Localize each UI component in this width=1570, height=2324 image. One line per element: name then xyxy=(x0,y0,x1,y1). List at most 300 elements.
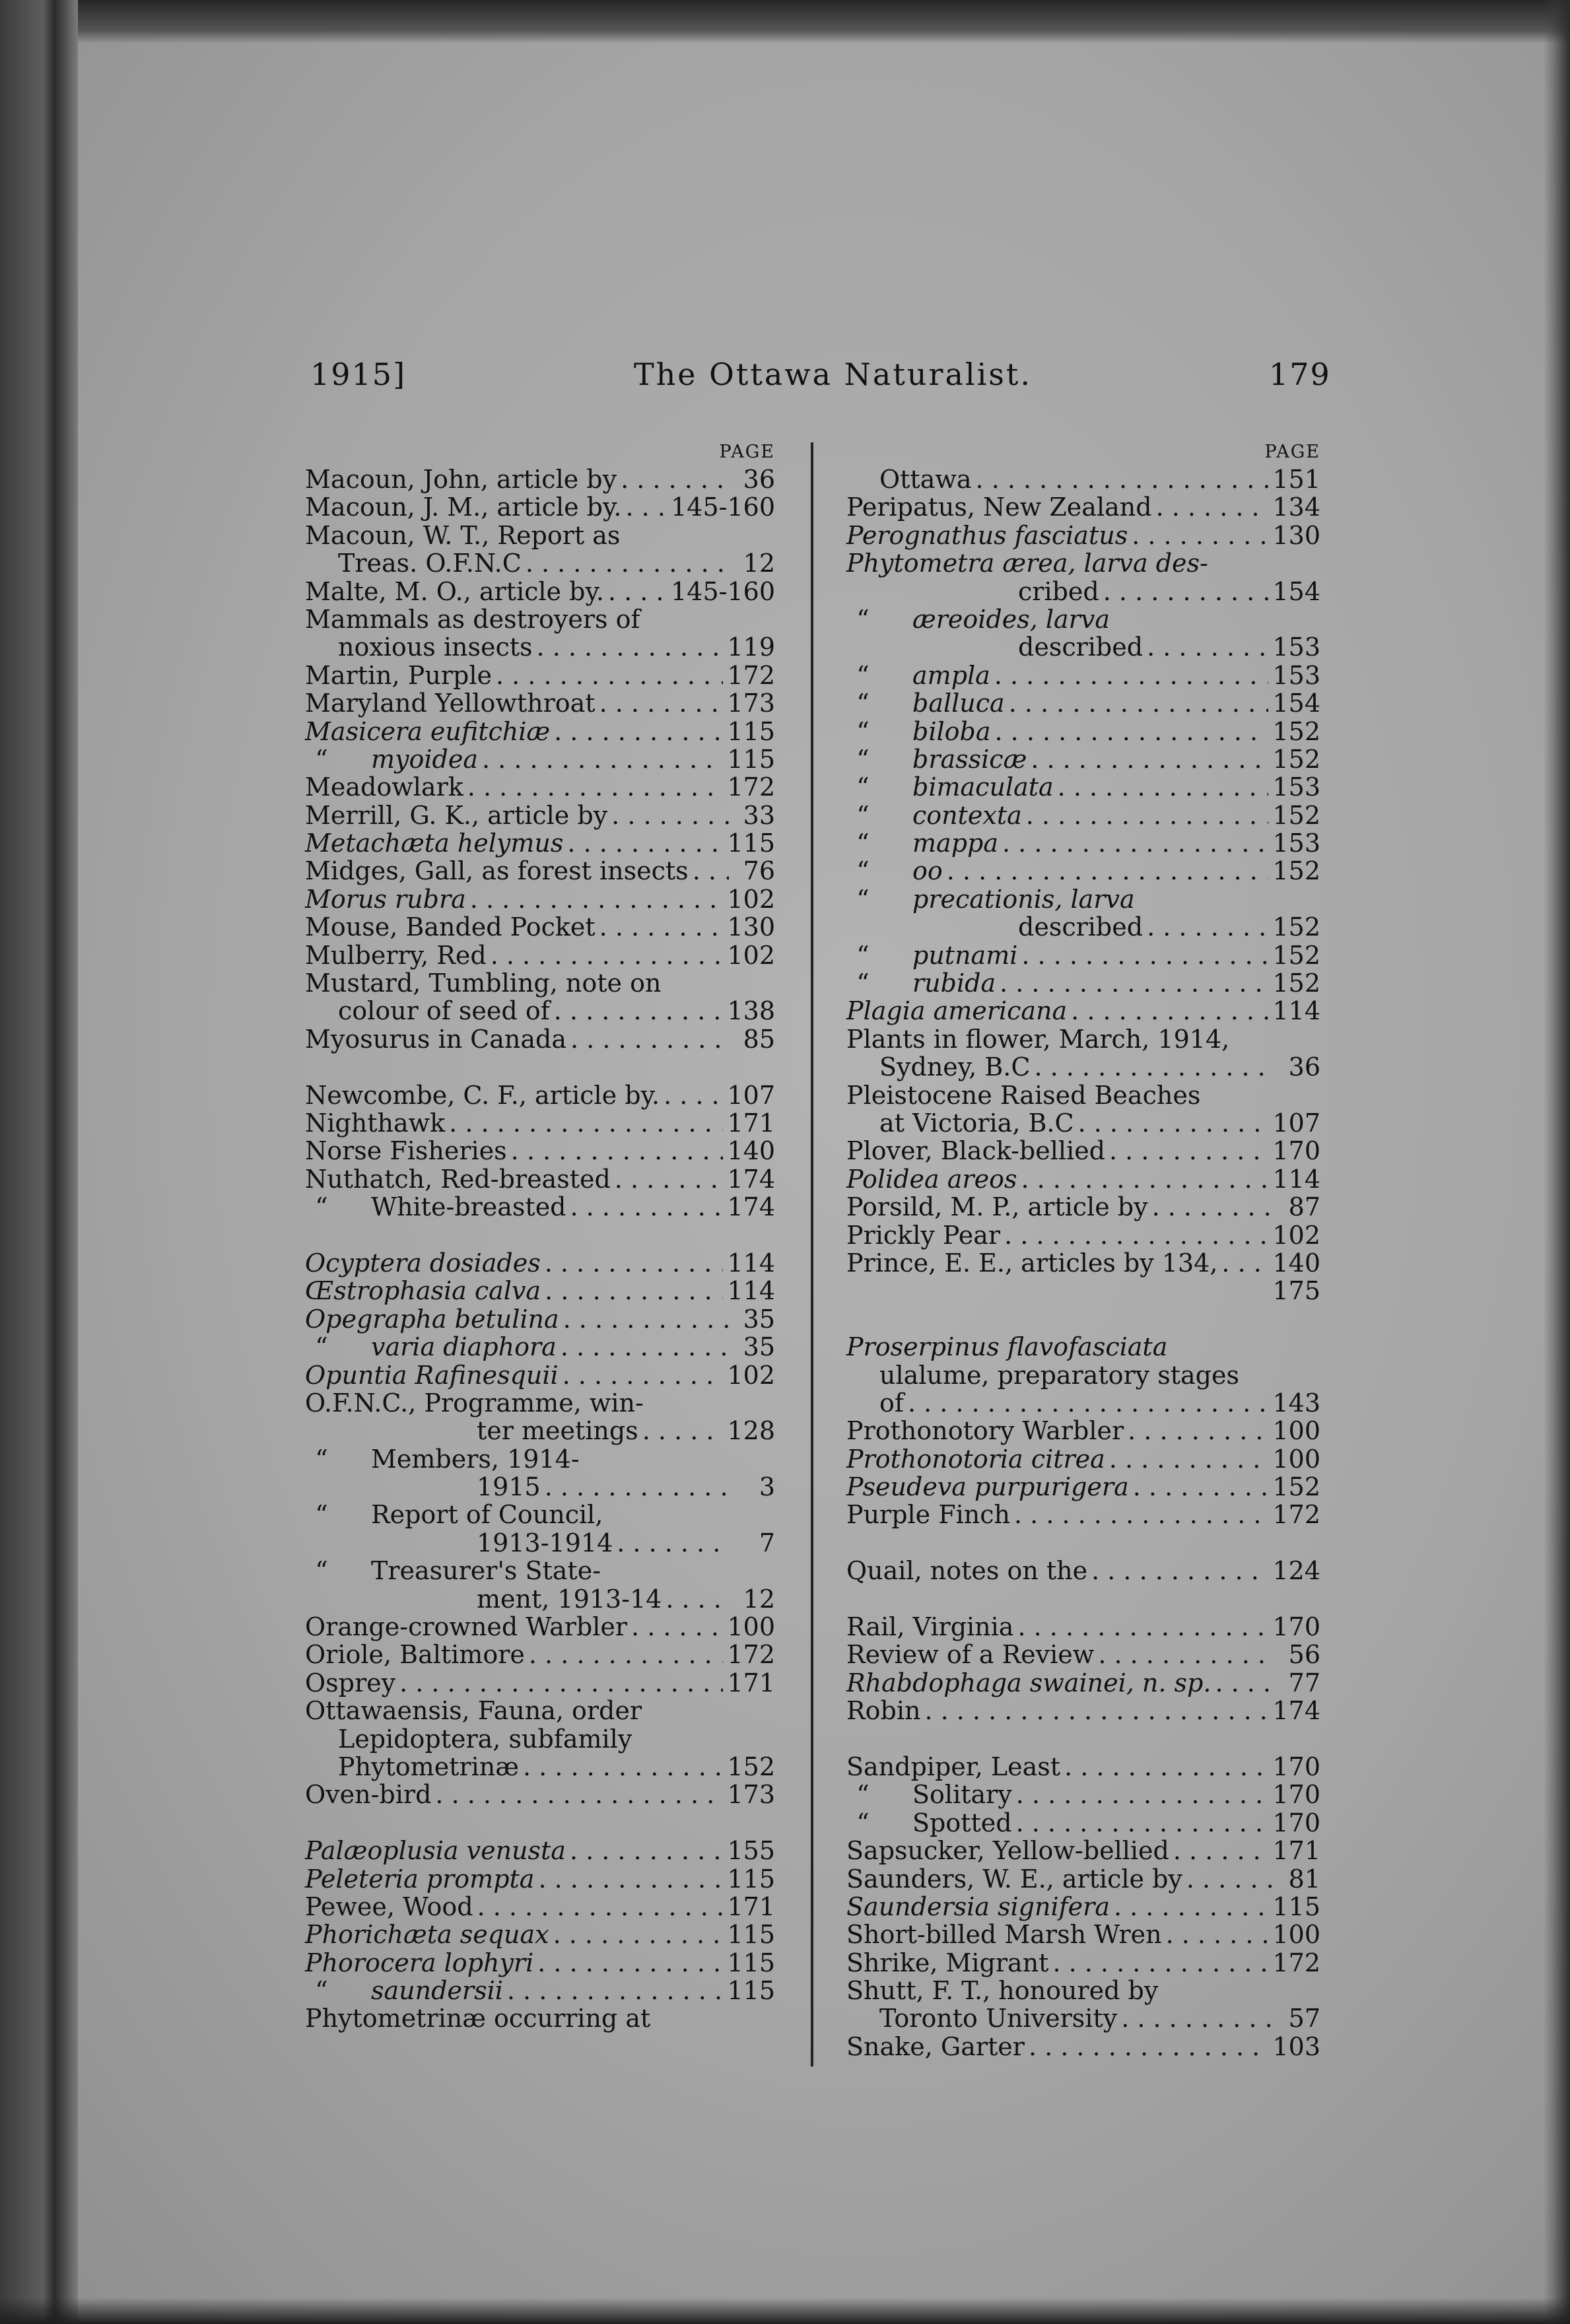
index-page-ref: 134 xyxy=(1272,493,1320,522)
index-page-ref: 153 xyxy=(1272,829,1320,858)
index-entry-text: Plants in flower, March, 1914, xyxy=(846,1024,1230,1054)
dot-leader xyxy=(1000,969,1268,997)
index-page-ref: 114 xyxy=(1272,1164,1320,1194)
index-entry-text: Quail, notes on the xyxy=(846,1556,1088,1586)
index-column-left xyxy=(305,439,775,2033)
index-entry xyxy=(305,745,775,773)
dot-leader xyxy=(482,745,723,773)
index-entry xyxy=(305,718,775,745)
ditto-mark: “ xyxy=(856,716,870,746)
dot-leader xyxy=(599,689,724,717)
index-entry xyxy=(305,1109,775,1137)
dot-leader xyxy=(477,1893,724,1921)
dot-leader xyxy=(666,1585,729,1613)
book-spine-shadow xyxy=(0,0,78,2324)
dot-leader xyxy=(1221,1249,1268,1277)
index-page-ref: 170 xyxy=(1272,1808,1320,1837)
index-entry-text: Saundersia signifera xyxy=(846,1892,1110,1921)
dot-leader xyxy=(1034,1053,1274,1081)
dot-leader xyxy=(567,829,723,857)
index-entry-text: Peripatus, New Zealand xyxy=(846,493,1152,522)
index-entry-text: White-breasted xyxy=(371,1192,566,1222)
ditto-mark: “ xyxy=(315,1192,328,1222)
running-head-year: 1915] xyxy=(310,357,407,392)
index-entry xyxy=(305,605,775,633)
index-entry-text: Review of a Review xyxy=(846,1640,1095,1670)
index-entry-text: ulalume, preparatory stages xyxy=(879,1360,1239,1390)
dot-leader xyxy=(537,1949,723,1977)
index-entry xyxy=(846,1193,1320,1221)
index-page-ref: 103 xyxy=(1272,2032,1320,2061)
index-entry xyxy=(846,633,1320,661)
index-entry-text: Macoun, John, article by xyxy=(305,465,617,494)
index-page-ref: 151 xyxy=(1272,465,1320,494)
index-entry xyxy=(846,1081,1320,1109)
index-page-ref: 152 xyxy=(1272,800,1320,830)
index-page-ref: 171 xyxy=(727,1668,775,1697)
dot-leader xyxy=(642,1417,724,1445)
index-page-ref: 152 xyxy=(1272,940,1320,970)
index-entry-text: Newcombe, C. F., article by. xyxy=(305,1080,660,1110)
index-page-ref: 102 xyxy=(727,884,775,914)
dot-leader xyxy=(1132,522,1268,549)
dot-leader xyxy=(626,493,667,521)
index-entry-text: saundersii xyxy=(371,1976,503,2006)
index-page-ref: 140 xyxy=(1272,1248,1320,1278)
dot-leader xyxy=(449,1109,723,1137)
index-page-ref: 107 xyxy=(1272,1108,1320,1138)
index-entry-text: Ottawaensis, Fauna, order xyxy=(305,1696,642,1726)
index-page-ref: 174 xyxy=(727,1192,775,1222)
index-page-ref: 57 xyxy=(1288,2004,1320,2034)
index-page-ref: 154 xyxy=(1272,689,1320,718)
index-page-ref: 172 xyxy=(1272,1948,1320,1977)
index-page-ref: 138 xyxy=(727,996,775,1026)
dot-leader xyxy=(570,1837,724,1864)
index-entry xyxy=(846,578,1320,605)
index-entry xyxy=(846,1921,1320,1948)
index-entry-text: O.F.N.C., Programme, win- xyxy=(305,1388,644,1418)
index-entry-text: Snake, Garter xyxy=(846,2032,1025,2061)
dot-leader xyxy=(1014,1501,1268,1528)
index-entry xyxy=(846,1025,1320,1053)
index-entry xyxy=(846,913,1320,941)
index-entry-text: Members, 1914- xyxy=(371,1444,580,1474)
dot-leader xyxy=(631,1613,723,1641)
index-entry xyxy=(305,1669,775,1697)
index-entry-text: Lepidoptera, subfamily xyxy=(338,1724,632,1754)
index-page-ref: 172 xyxy=(727,772,775,802)
index-entry-text: Oriole, Baltimore xyxy=(305,1640,525,1670)
index-page-ref: 77 xyxy=(1288,1668,1320,1697)
index-entry-text: Opegrapha betulina xyxy=(305,1304,559,1334)
index-entry xyxy=(305,1137,775,1165)
index-entry xyxy=(305,997,775,1025)
index-entry xyxy=(846,1417,1320,1445)
index-entry-text: biloba xyxy=(912,716,991,746)
dot-leader xyxy=(1133,1473,1269,1501)
index-entry-text: Phorichæta sequax xyxy=(305,1920,549,1950)
index-entry-text: Prothonotoria citrea xyxy=(846,1444,1105,1474)
index-entry-text: Saunders, W. E., article by xyxy=(846,1864,1182,1894)
running-head-title: The Ottawa Naturalist. xyxy=(634,357,1033,392)
index-entry xyxy=(305,1193,775,1221)
index-page-ref: 172 xyxy=(727,1640,775,1670)
index-entry-text: Phytometrinæ occurring at xyxy=(305,2004,651,2034)
index-entry-text: ment, 1913-14 xyxy=(477,1584,662,1614)
dot-leader xyxy=(563,1305,729,1333)
index-entry-text: Plagia americana xyxy=(846,996,1068,1026)
index-entry-text: Orange-crowned Warbler xyxy=(305,1612,628,1642)
index-entry xyxy=(305,689,775,717)
dot-leader xyxy=(1128,1417,1268,1445)
index-page-ref: 143 xyxy=(1272,1388,1320,1418)
index-entry xyxy=(305,1725,775,1753)
dot-leader xyxy=(435,1781,723,1808)
dot-leader xyxy=(1016,1781,1269,1808)
index-entry xyxy=(846,1837,1320,1864)
index-entry-text: Oven-bird xyxy=(305,1780,432,1810)
index-entry xyxy=(305,549,775,577)
dot-leader xyxy=(511,1137,724,1165)
index-page-ref: 155 xyxy=(727,1836,775,1866)
index-entry-text: Treasurer's State- xyxy=(371,1556,601,1586)
index-entry-text: Phorocera lophyri xyxy=(305,1948,534,1977)
index-page-ref: 170 xyxy=(1272,1780,1320,1810)
index-page-ref: 100 xyxy=(727,1612,775,1642)
index-entry xyxy=(846,1473,1320,1501)
index-entry-text: rubida xyxy=(912,969,996,998)
index-entry-text: Meadowlark xyxy=(305,772,463,802)
index-entry-text: Myosurus in Canada xyxy=(305,1024,566,1054)
index-entry-text: Palæoplusia venusta xyxy=(305,1836,566,1866)
ditto-mark: “ xyxy=(856,1780,870,1810)
index-entry-text: Midges, Gall, as forest insects xyxy=(305,856,689,886)
ditto-mark: “ xyxy=(856,744,870,774)
dot-leader xyxy=(1026,802,1269,829)
index-entry-text: described xyxy=(1018,632,1143,662)
index-entry xyxy=(305,1865,775,1893)
index-entry-text: Martin, Purple xyxy=(305,660,492,690)
index-entry-text: Opuntia Rafinesquii xyxy=(305,1360,559,1390)
index-entry-text: of xyxy=(879,1388,904,1418)
index-entry xyxy=(305,578,775,605)
index-entry xyxy=(305,465,775,493)
index-entry-text: Short-billed Marsh Wren xyxy=(846,1920,1162,1950)
index-entry-text: putnami xyxy=(912,940,1018,970)
dot-leader xyxy=(1021,1165,1268,1193)
index-page-ref: 171 xyxy=(727,1108,775,1138)
index-page-ref: 115 xyxy=(727,1976,775,2006)
ditto-mark: “ xyxy=(856,660,870,690)
index-page-ref: 175 xyxy=(1272,1276,1320,1306)
dot-leader xyxy=(693,857,729,885)
dot-leader xyxy=(1166,1921,1269,1948)
index-page-ref: 115 xyxy=(727,1864,775,1894)
dot-leader xyxy=(545,1277,723,1305)
dot-leader xyxy=(1098,1641,1274,1668)
ditto-mark: “ xyxy=(315,1556,328,1586)
index-entry-text: myoidea xyxy=(371,744,479,774)
index-page-ref: 173 xyxy=(727,1780,775,1810)
ditto-mark: “ xyxy=(856,689,870,718)
index-page-ref: 170 xyxy=(1272,1612,1320,1642)
index-page-ref: 154 xyxy=(1272,576,1320,606)
index-entry-text: Proserpinus flavofasciata xyxy=(846,1332,1168,1362)
index-entry-text: oo xyxy=(912,856,943,886)
index-page-ref: 145-160 xyxy=(671,493,775,522)
index-entry-text: Rhabdophaga swainei, n. sp. xyxy=(846,1668,1212,1697)
index-entry-text: æreoides, larva xyxy=(912,604,1110,634)
index-entry xyxy=(846,605,1320,633)
index-entry-text: colour of seed of xyxy=(338,996,550,1026)
index-page-ref: 12 xyxy=(743,1584,775,1614)
index-page-ref: 35 xyxy=(743,1332,775,1362)
dot-leader xyxy=(1091,1557,1268,1585)
index-page-ref: 170 xyxy=(1272,1136,1320,1166)
dot-leader xyxy=(563,1361,724,1389)
index-entry-text: Mulberry, Red xyxy=(305,940,487,970)
index-page-ref: 174 xyxy=(1272,1696,1320,1726)
index-entry xyxy=(846,829,1320,857)
dot-leader xyxy=(976,465,1269,493)
dot-leader xyxy=(570,1193,724,1221)
index-entry-text: Phytometrinæ xyxy=(338,1752,519,1781)
index-entry xyxy=(305,1305,775,1333)
index-page-ref: 76 xyxy=(743,856,775,886)
index-entry-text: ter meetings xyxy=(477,1416,638,1446)
page-bottom-edge-shadow xyxy=(0,2298,1570,2324)
index-entry-text: Nighthawk xyxy=(305,1108,446,1138)
dot-leader xyxy=(994,662,1269,689)
index-page-ref: 100 xyxy=(1272,1920,1320,1950)
index-entry xyxy=(305,493,775,521)
index-page-ref: 152 xyxy=(1272,716,1320,746)
dot-leader xyxy=(995,718,1269,745)
dot-leader xyxy=(1002,829,1268,857)
dot-leader xyxy=(1121,2004,1274,2032)
index-entry-text: Metachæta helymus xyxy=(305,829,564,858)
dot-leader xyxy=(1215,1669,1274,1697)
index-page-ref: 171 xyxy=(727,1892,775,1921)
ditto-mark: “ xyxy=(856,1808,870,1837)
index-page-ref: 100 xyxy=(1272,1444,1320,1474)
index-entry xyxy=(846,1949,1320,1977)
index-page-ref: 152 xyxy=(727,1752,775,1781)
index-entry-text: Rail, Virginia xyxy=(846,1612,1014,1642)
dot-leader xyxy=(608,578,667,605)
index-entry-text: Sydney, B.C xyxy=(879,1052,1031,1082)
index-page-ref: 115 xyxy=(727,829,775,858)
ditto-mark: “ xyxy=(856,772,870,802)
index-entry xyxy=(846,941,1320,969)
index-page-ref: 145-160 xyxy=(671,576,775,606)
index-page-ref: 153 xyxy=(1272,660,1320,690)
index-entry xyxy=(305,1081,775,1109)
index-entry-text: bimaculata xyxy=(912,772,1054,802)
dot-leader xyxy=(399,1669,723,1697)
dot-leader xyxy=(1021,941,1268,969)
index-entry-list xyxy=(846,465,1320,2061)
index-entry-text: cribed xyxy=(1018,576,1099,606)
index-entry-text: Norse Fisheries xyxy=(305,1136,507,1166)
dot-leader xyxy=(496,662,724,689)
index-page-ref: 87 xyxy=(1288,1192,1320,1222)
dot-leader xyxy=(1147,913,1268,941)
index-entry xyxy=(846,1165,1320,1193)
index-entry xyxy=(305,1641,775,1668)
index-entry-text: Polidea areos xyxy=(846,1164,1017,1194)
index-entry xyxy=(305,1585,775,1613)
index-page-ref: 171 xyxy=(1272,1836,1320,1866)
index-entry xyxy=(846,689,1320,717)
index-entry xyxy=(846,773,1320,801)
index-entry-text: Ottawa xyxy=(879,465,972,494)
dot-leader xyxy=(947,857,1269,885)
index-page-ref: 130 xyxy=(727,912,775,942)
index-entry xyxy=(846,885,1320,913)
index-entry xyxy=(305,941,775,969)
dot-leader xyxy=(599,913,724,941)
index-entry xyxy=(305,1949,775,1977)
index-entry xyxy=(305,1501,775,1528)
index-entry xyxy=(305,662,775,689)
index-entry xyxy=(305,1277,775,1305)
index-entry-text: Solitary xyxy=(912,1780,1012,1810)
index-entry-text: Shutt, F. T., honoured by xyxy=(846,1976,1159,2006)
index-entry-text: Prickly Pear xyxy=(846,1220,1001,1250)
index-entry xyxy=(846,2004,1320,2032)
index-entry xyxy=(305,857,775,885)
ditto-mark: “ xyxy=(856,969,870,998)
dot-leader xyxy=(617,1529,729,1557)
index-entry xyxy=(846,1053,1320,1081)
index-entry xyxy=(305,1529,775,1557)
index-entry-text: described xyxy=(1018,912,1143,942)
dot-leader xyxy=(545,1249,724,1277)
index-entry xyxy=(305,1445,775,1473)
index-entry-text: Sapsucker, Yellow-bellied xyxy=(846,1836,1169,1866)
dot-leader xyxy=(538,1865,723,1893)
index-page-ref: 152 xyxy=(1272,969,1320,998)
index-entry-text: Report of Council, xyxy=(371,1500,603,1530)
index-entry-text: balluca xyxy=(912,689,1005,718)
dot-leader xyxy=(1147,633,1268,661)
index-entry-text: Macoun, W. T., Report as xyxy=(305,520,621,550)
index-page-ref: 33 xyxy=(743,800,775,830)
dot-leader xyxy=(1173,1837,1269,1864)
page-right-edge-shadow xyxy=(1544,0,1570,2324)
index-entry xyxy=(846,1445,1320,1473)
dot-leader xyxy=(924,1697,1268,1725)
ditto-mark: “ xyxy=(856,884,870,914)
index-entry xyxy=(305,802,775,829)
dot-leader xyxy=(526,549,729,577)
index-page-ref: 130 xyxy=(1272,520,1320,550)
index-entry xyxy=(305,1977,775,2004)
index-entry xyxy=(846,1641,1320,1668)
index-page-ref: 152 xyxy=(1272,856,1320,886)
index-page-ref: 115 xyxy=(727,1920,775,1950)
index-entry xyxy=(305,1361,775,1389)
index-entry xyxy=(305,522,775,549)
index-entry xyxy=(846,1249,1320,1277)
index-entry-text: Shrike, Migrant xyxy=(846,1948,1049,1977)
dot-leader xyxy=(1031,745,1268,773)
index-entry xyxy=(846,465,1320,493)
dot-leader xyxy=(1103,578,1269,605)
index-entry-text: precationis, larva xyxy=(912,884,1135,914)
index-entry xyxy=(846,718,1320,745)
index-entry-text: ampla xyxy=(912,660,990,690)
index-entry xyxy=(846,1109,1320,1137)
dot-leader xyxy=(537,633,724,661)
index-page-ref: 102 xyxy=(727,940,775,970)
index-page-ref: 114 xyxy=(727,1276,775,1306)
index-page-ref: 35 xyxy=(743,1304,775,1334)
dot-leader xyxy=(664,1081,723,1109)
index-entry xyxy=(305,1025,775,1053)
index-page-ref: 124 xyxy=(1272,1556,1320,1586)
dot-leader xyxy=(1078,1109,1269,1137)
dot-leader xyxy=(1058,773,1269,801)
index-page-ref: 7 xyxy=(759,1528,775,1557)
index-page-ref: 36 xyxy=(1288,1052,1320,1082)
index-entry xyxy=(305,913,775,941)
index-entry-text: Phytometra ærea, larva des- xyxy=(846,549,1208,578)
index-page-ref: 36 xyxy=(743,465,775,494)
page-column-label: PAGE xyxy=(719,442,775,462)
index-entry-text: Peleteria prompta xyxy=(305,1864,535,1894)
dot-leader xyxy=(554,718,723,745)
index-page-ref: 153 xyxy=(1272,772,1320,802)
index-entry xyxy=(305,1249,775,1277)
index-page-ref: 3 xyxy=(759,1472,775,1502)
index-entry-text: Morus rubra xyxy=(305,884,466,914)
index-entry xyxy=(846,802,1320,829)
dot-leader xyxy=(1064,1753,1268,1781)
ditto-mark: “ xyxy=(315,1444,328,1474)
index-entry xyxy=(305,1837,775,1864)
index-entry xyxy=(846,997,1320,1025)
index-entry xyxy=(305,1781,775,1808)
dot-leader xyxy=(908,1389,1269,1417)
index-entry-text: Pseudeva purpurigera xyxy=(846,1472,1129,1502)
index-entry-text: Prothonotory Warbler xyxy=(846,1416,1124,1446)
index-page-ref: 102 xyxy=(727,1360,775,1390)
index-entry xyxy=(846,1137,1320,1165)
dot-leader xyxy=(545,1473,729,1501)
index-entry-text: Ocyptera dosiades xyxy=(305,1248,541,1278)
index-entry xyxy=(305,2004,775,2032)
index-page-ref: 152 xyxy=(1272,1472,1320,1502)
index-entry xyxy=(305,1893,775,1921)
index-column-right xyxy=(846,439,1320,2061)
index-entry xyxy=(846,1697,1320,1725)
index-entry-text: Masicera eufitchiæ xyxy=(305,716,551,746)
dot-leader xyxy=(470,885,724,913)
index-entry-text: mappa xyxy=(912,829,998,858)
index-page-ref: 85 xyxy=(743,1024,775,1054)
index-entry xyxy=(305,1613,775,1641)
index-page-ref: 152 xyxy=(1272,912,1320,942)
dot-leader xyxy=(1114,1893,1268,1921)
dot-leader xyxy=(1156,493,1269,521)
index-entry xyxy=(305,1697,775,1725)
index-entry-text: at Victoria, B.C xyxy=(879,1108,1074,1138)
index-entry xyxy=(305,1557,775,1585)
dot-leader xyxy=(1017,1613,1268,1641)
